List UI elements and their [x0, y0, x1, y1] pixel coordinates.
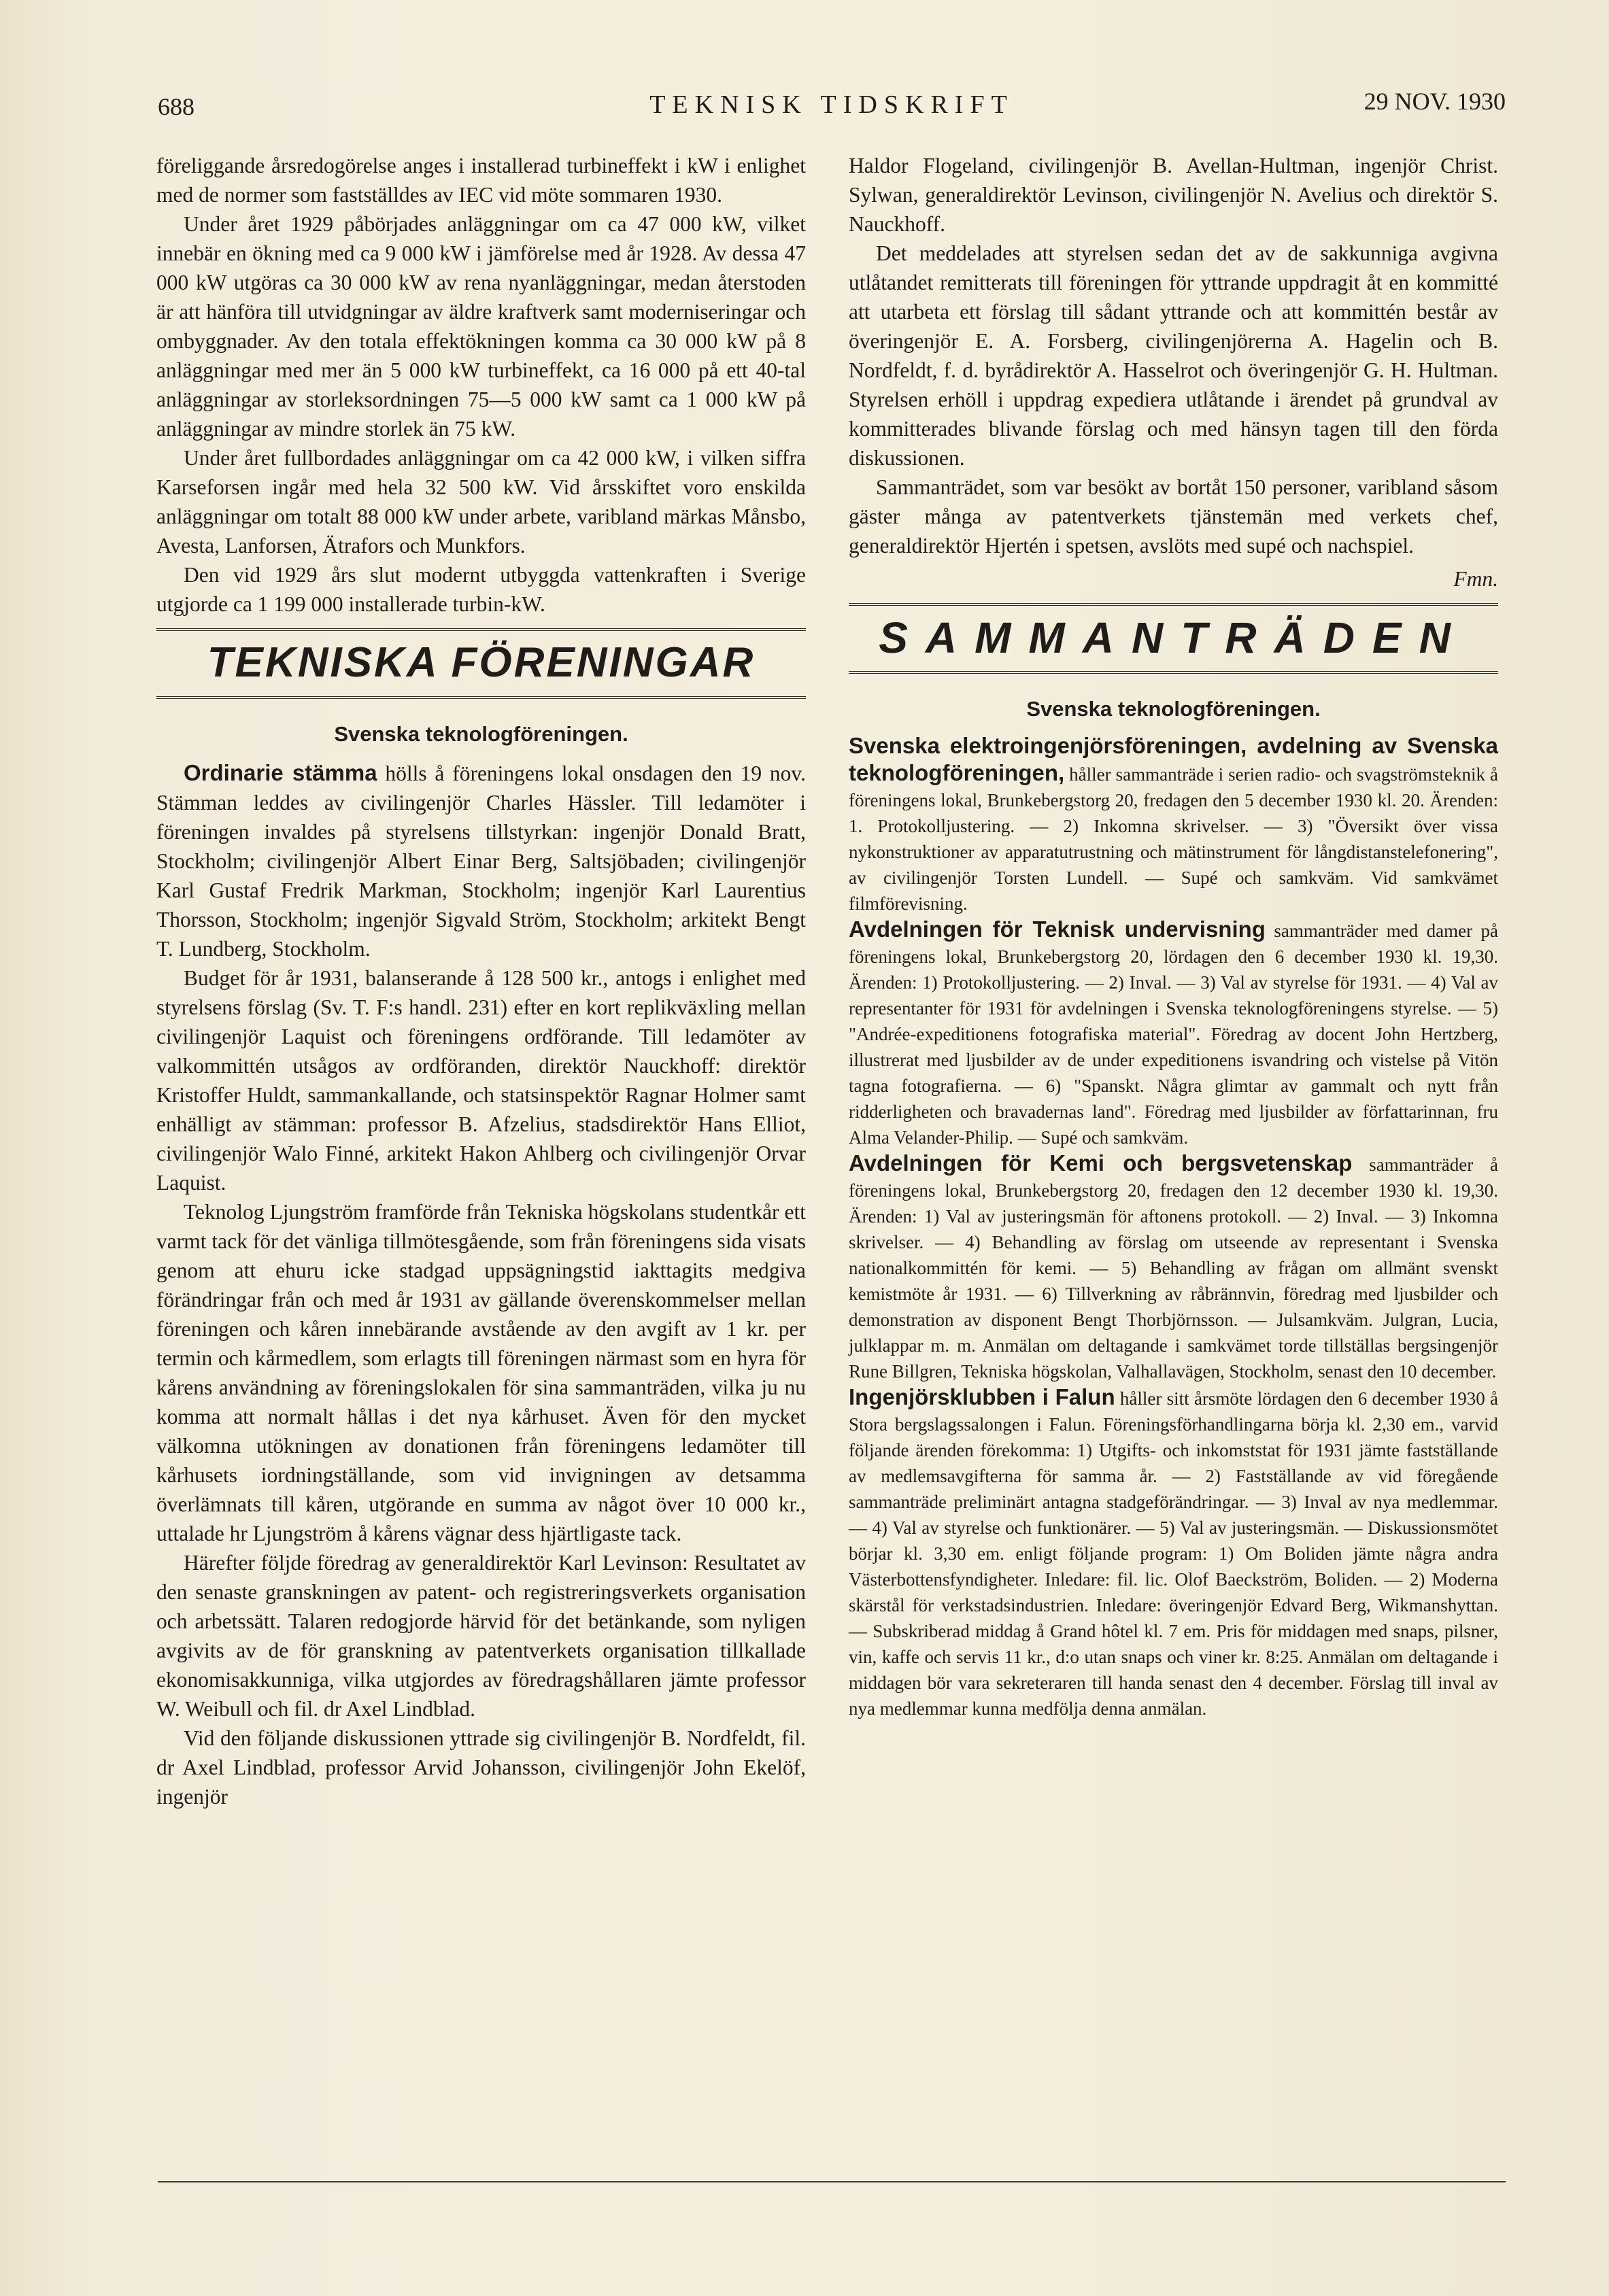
paragraph-text: hölls å föreningens lokal onsdagen den 19 nov. Stämman leddes av civilingenjör Charles Hässler. Till ledamöter i föreningen invaldes på styrelsens tillstyrkan: ingenjör Donald Bratt, Stockholm; civilingenjör Albert Einar Berg, Saltsjöbaden; civilingenjör Karl Gustaf Fredrik Markman, Stockholm; ingenjör Karl Laurentius Thorsson, Stockholm; ingenjör Sigvald Ström, Stockholm; arkitekt Bengt T. Lundberg, Stockholm.	[156, 761, 806, 961]
lead-in: Avdelningen för Teknisk undervisning	[849, 916, 1266, 942]
meeting-notice	[849, 1150, 1498, 1384]
lead-in: Ingenjörsklubben i Falun	[849, 1384, 1115, 1409]
paragraph: föreliggande årsredogörelse anges i installerad turbineffekt i kW i enlighet med de normer som fastställdes av IEC vid möte sommaren 1930.	[156, 154, 806, 207]
left-column	[156, 151, 806, 1811]
paragraph: Vid den följande diskussionen yttrade sig civilingenjör B. Nordfeldt, fil. dr Axel Lindblad, professor Arvid Johansson, civilingenjör John Ekelöf, ingenjör	[156, 1726, 806, 1809]
running-header	[158, 87, 1506, 128]
section-heading-tekniska-foreningar	[156, 628, 806, 699]
notice-text: sammanträder med damer på föreningens lokal, Brunkebergstorg 20, lördagen den 6 december 1930 kl. 19,30. Ärenden: 1) Protokolljustering. — 2) Inval. — 3) Val av styrelse för 1931. — 4) Val av representanter för 1931 för avdelningen i Svenska teknologföreningens styrelse. — 5) "Andrée-expeditionens fotografiska material". Föredrag av docent John Hertzberg, illustrerat med ljusbilder av de under expeditionens isvandring och vistelse på Vitön tagna fotografierna. — 6) "Spanskt. Några glimtar av gammalt och nytt från ridderligheten och bravadernas land". Föredrag med ljusbilder av författarinnan, fru Alma Velander-Philip. — Supé och samkväm.	[849, 921, 1499, 1148]
notice-text: håller sammanträde i serien radio- och svagströmsteknik å föreningens lokal, Brunkebergstorg 20, fredagen den 5 december 1930 kl. 20. Ärenden: 1. Protokolljustering. — 2) Inkomna skrivelser. — 3) "Översikt över vissa nykonstruktioner av apparatutrustning och mätinstrument för långdistanstelefonering", av civilingenjör Torsten Lundell. — Supé och samkväm. Vid samkvämet filmförevisning.	[849, 764, 1498, 914]
subheading: Svenska teknologföreningen.	[334, 722, 628, 746]
bottom-rule	[158, 2181, 1506, 2182]
paragraph: Det meddelades att styrelsen sedan det av de sakkunniga avgivna utlåtandet remitterats till föreningen för yttrande uppdragit åt en kommitté att utarbeta ett förslag till sådant yttrande och att kommittén består av överingenjör E. A. Forsberg, civilingenjörerna A. Hagelin och B. Nordfeldt, f. d. byrådirektör A. Hasselrot och överingenjör G. H. Hultman. Styrelsen erhöll i uppdrag expediera utlåtande i ärendet på grundval av kommitterades blivande förslag och med hänsyn tagen till den förda diskussionen.	[849, 241, 1498, 470]
paragraph: Under året fullbordades anläggningar om ca 42 000 kW, i vilken siffra Karseforsen ingår med hela 32 500 kW. Vid årsskiftet voro enskilda anläggningar om totalt 88 000 kW under arbete, varibland märkas Månsbo, Avesta, Lanforsen, Ätrafors och Munkfors.	[156, 446, 806, 558]
notice-text: sammanträder å föreningens lokal, Brunkebergstorg 20, fredagen den 12 december 1930 kl. 19,30. Ärenden: 1) Val av justeringsmän för aftonens protokoll. — 2) Inval. — 3) Inkomna skrivelser. — 4) Behandling av förslag om utseende av representant i Svenska nationalkommittén för kemi. — 5) Behandling av frågan om allmänt svenskt kemistmöte år 1931. — 6) Tillverkning av råbrännvin, föredrag med ljusbilder och demonstration av disponent Bengt Thorbjörnsson. — Julsamkväm. Julgran, Lucia, julklappar m. m. Anmälan om deltagande i samkvämet torde tillställas bergsingenjör Rune Billgren, Tekniska högskolan, Valhallavägen, Stockholm, senast den 10 december.	[849, 1154, 1498, 1382]
subheading: Svenska teknologföreningen.	[1026, 697, 1321, 721]
paragraph: Den vid 1929 års slut modernt utbyggda vattenkraften i Sverige utgjorde ca 1 199 000 installerade turbin-kW.	[156, 563, 806, 616]
paragraph: Sammanträdet, som var besökt av bortåt 150 personer, varibland såsom gäster många av patentverkets tjänstemän med verkets chef, generaldirektör Hjertén i spetsen, avslöts med supé och nachspiel.	[849, 475, 1498, 558]
lead-in: Avdelningen för Kemi och bergsvetenskap	[849, 1150, 1353, 1176]
issue-date: 29 NOV. 1930	[1364, 88, 1506, 115]
section-heading-sammantraden	[849, 603, 1498, 674]
notice-text: håller sitt årsmöte lördagen den 6 december 1930 å Stora bergslagssalongen i Falun. Föreningsförhandlingarna börja kl. 2,30 em., varvid följande ärenden förekomma: 1) Utgifts- och inkomststat för 1931 jämte fastställande av medlemsavgifterna för samma år. — 2) Fastställande av vid föregående sammanträde preliminärt antagna stadgeförändringar. — 3) Inval av nya medlemmar. — 4) Val av styrelse och funktionärer. — 5) Val av justeringsmän. — Diskussionsmötet börjar kl. 3,30 em. enligt följande program: 1) Om Boliden jämte några andra Västerbottensfyndigheter. Inledare: fil. lic. Olof Baeckström, Boliden. — 2) Moderna skärstål för verkstadsindustrien. Inledare: överingenjör Edvard Berg, Wikmanshyttan. — Subskriberad middag å Grand hôtel kl. 7 em. Pris för middagen med snaps, pilsner, vin, kaffe och servis 11 kr., d:o utan snaps och viner kr. 8:25. Anmälan om deltagande i middagen bör vara sekreteraren till handa senast den 4 december. Förslag till inval av nya medlemmar kunna medfölja denna anmälan.	[849, 1388, 1498, 1719]
right-column	[849, 151, 1498, 1721]
journal-title: TEKNISK TIDSKRIFT	[649, 90, 1014, 119]
paragraph: Teknolog Ljungström framförde från Tekniska högskolans studentkår ett varmt tack för det vänliga tillmötesgående, som från föreningens sida visats genom att ehuru icke stadgad uppsägningstid iakttagits medgiva förändringar från och med år 1931 av gällande överenskommelser mellan föreningen och kåren innebärande avstående av den avgift av 1 kr. per termin och kårmedlem, som erlagts till föreningen närmast som en hyra för kårens användning av föreningslokalen för sina sammanträden, vilka ju nu komma att normalt hållas i det nya kårhuset. Även för den mycket välkomna utökningen av donationen från föreningens ledamöter till kårhusets iordningställande, som vid invigningen av detsamma överlämnats till kåren, utgörande en summa av något över 10 000 kr., uttalade hr Ljungström å kårens vägnar dess hjärtligaste tack.	[156, 1200, 806, 1545]
page-number: 688	[158, 93, 194, 120]
meeting-notice	[849, 916, 1498, 1150]
section-title: TEKNISKA FÖRENINGAR	[207, 639, 756, 686]
meeting-notice	[849, 1384, 1498, 1721]
paragraph: Härefter följde föredrag av generaldirektör Karl Levinson: Resultatet av den senaste granskningen av patent- och registreringsverkets organisation och arbetssätt. Talaren redogjorde härvid för det betänkande, som nyligen avgivits av de för granskning av patentverkets organisation tillkallade ekonomisakkunniga, vilka utgjordes av föredragshållaren jämte professor W. Weibull och fil. dr Axel Lindblad.	[156, 1551, 806, 1721]
section-title: SAMMANTRÄDEN	[879, 613, 1468, 662]
paragraph: Under året 1929 påbörjades anläggningar om ca 47 000 kW, vilket innebär en ökning med ca 9 000 kW i jämförelse med år 1928. Av dessa 47 000 kW utgöras ca 30 000 kW av rena nyanläggningar, medan återstoden är att hänföra till utvidgningar av äldre kraftverk samt moderniseringar och ombyggnader. Av den totala effektökningen komma ca 30 000 kW på 8 anläggningar med mer än 5 000 kW turbineffekt, ca 16 000 på ett 40-tal anläggningar av storleksordningen 75—5 000 kW samt ca 1 000 kW på anläggningar av mindre storlek än 75 kW.	[156, 212, 806, 441]
paragraph	[156, 758, 806, 963]
lead-in: Ordinarie stämma	[184, 760, 377, 785]
meeting-notice	[849, 733, 1498, 916]
paragraph: Budget för år 1931, balanserande å 128 500 kr., antogs i enlighet med styrelsens förslag (Sv. T. F:s handl. 231) efter en kort replikväxling mellan civilingenjör Laquist och föreningens ordförande. Till ledamöter av valkommittén utsågos av ordföranden, direktör Nauckhoff: direktör Kristoffer Huldt, sammankallande, och statsinspektör Ragnar Holmer samt enhälligt av stämman: professor B. Afzelius, stadsdirektör Hans Elliot, civilingenjör Walo Finné, arkitekt Hakon Ahlberg och civilingenjör Orvar Laquist.	[156, 966, 806, 1195]
paragraph: Haldor Flogeland, civilingenjör B. Avellan-Hultman, ingenjör Christ. Sylwan, generaldirektör Levinson, civilingenjör N. Avelius och direktör S. Nauckhoff.	[849, 154, 1498, 236]
lead-in: Svenska elektroingenjörsföreningen, avdelning av Svenska teknologföreningen,	[849, 733, 1498, 785]
signature: Fmn.	[1453, 567, 1498, 591]
